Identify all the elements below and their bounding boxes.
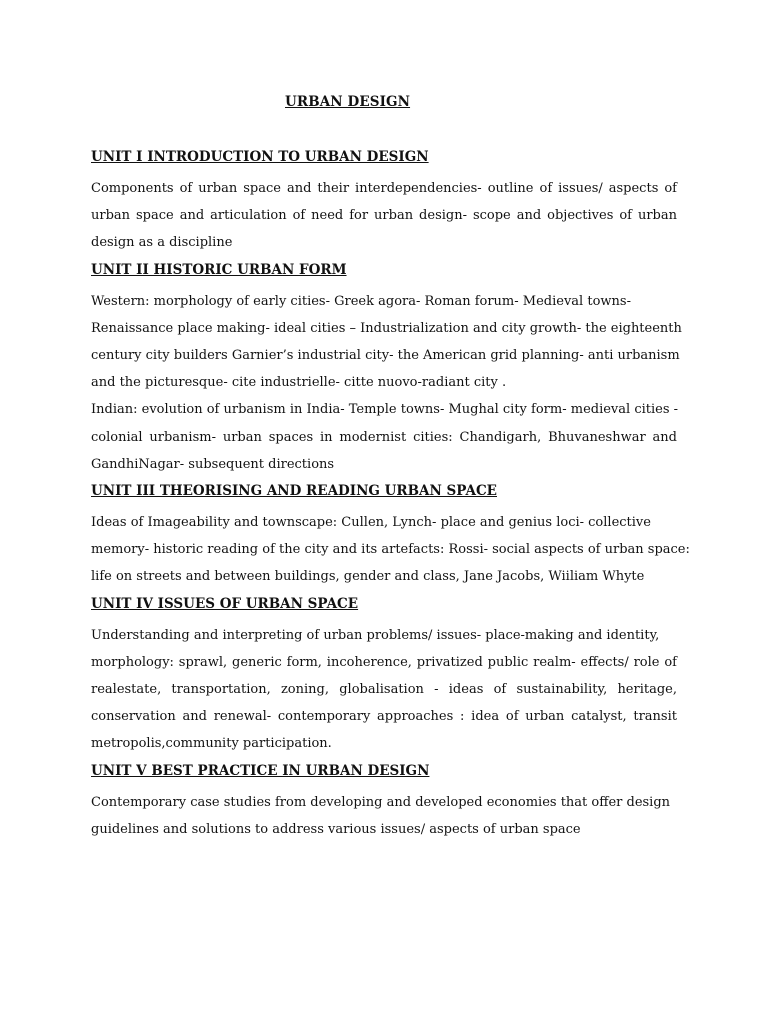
body-line: century city builders Garnier’s industrial city- the American grid planning- anti urbanism [91, 348, 680, 364]
unit-heading: UNIT II HISTORIC URBAN FORM [91, 261, 347, 278]
body-line: colonial urbanism- urban spaces in modernist cities: Chandigarh, Bhuvaneshwar and [91, 429, 677, 445]
body-line: life on streets and between buildings, gender and class, Jane Jacobs, Wiiliam Whyte [91, 569, 645, 585]
body-line: memory- historic reading of the city and its artefacts: Rossi- social aspects of urban space: [91, 542, 690, 558]
unit-section-4 [91, 595, 677, 758]
unit-heading: UNIT V BEST PRACTICE IN URBAN DESIGN [91, 762, 430, 779]
body-line: morphology: sprawl, generic form, incoherence, privatized public realm- effects/ role of [91, 654, 677, 670]
body-line: Renaissance place making- ideal cities – Industrialization and city growth- the eighteenth [91, 320, 682, 336]
unit-section-5 [91, 762, 677, 843]
body-line: realestate, transportation, zoning, globalisation - ideas of sustainability, heritage, [91, 682, 677, 698]
unit-body [91, 509, 690, 591]
unit-body [91, 288, 682, 478]
body-line: and the picturesque- cite industrielle- citte nuovo-radiant city . [91, 375, 507, 391]
body-line: Western: morphology of early cities- Greek agora- Roman forum- Medieval towns- [91, 293, 631, 309]
unit-body [91, 175, 677, 257]
body-line: Ideas of Imageability and townscape: Cullen, Lynch- place and genius loci- collective [91, 515, 651, 531]
unit-section-3 [91, 482, 690, 591]
body-line: Components of urban space and their interdependencies- outline of issues/ aspects of [91, 181, 677, 196]
body-line: urban space and articulation of need for urban design- scope and objectives of urban [91, 208, 677, 224]
body-line: metropolis,community participation. [91, 736, 332, 752]
unit-section-2 [91, 261, 682, 478]
body-line: design as a discipline [91, 235, 233, 251]
body-line: Contemporary case studies from developing and developed economies that offer design [91, 794, 671, 810]
body-line: Indian: evolution of urbanism in India- Temple towns- Mughal city form- medieval cities - [91, 402, 679, 418]
unit-body [91, 789, 677, 843]
body-line: Understanding and interpreting of urban problems/ issues- place-making and identity, [91, 627, 660, 643]
unit-body [91, 622, 677, 758]
body-line: conservation and renewal- contemporary approaches : idea of urban catalyst, transit [91, 709, 677, 725]
unit-section-1 [91, 148, 677, 257]
unit-heading: UNIT III THEORISING AND READING URBAN SPACE [91, 483, 497, 500]
unit-heading: UNIT IV ISSUES OF URBAN SPACE [91, 595, 359, 612]
document-content [91, 148, 690, 847]
body-line: GandhiNagar- subsequent directions [91, 456, 335, 472]
document-title: URBAN DESIGN [285, 94, 411, 110]
body-line: guidelines and solutions to address various issues/ aspects of urban space [91, 821, 581, 837]
unit-heading: UNIT I INTRODUCTION TO URBAN DESIGN [91, 149, 429, 165]
